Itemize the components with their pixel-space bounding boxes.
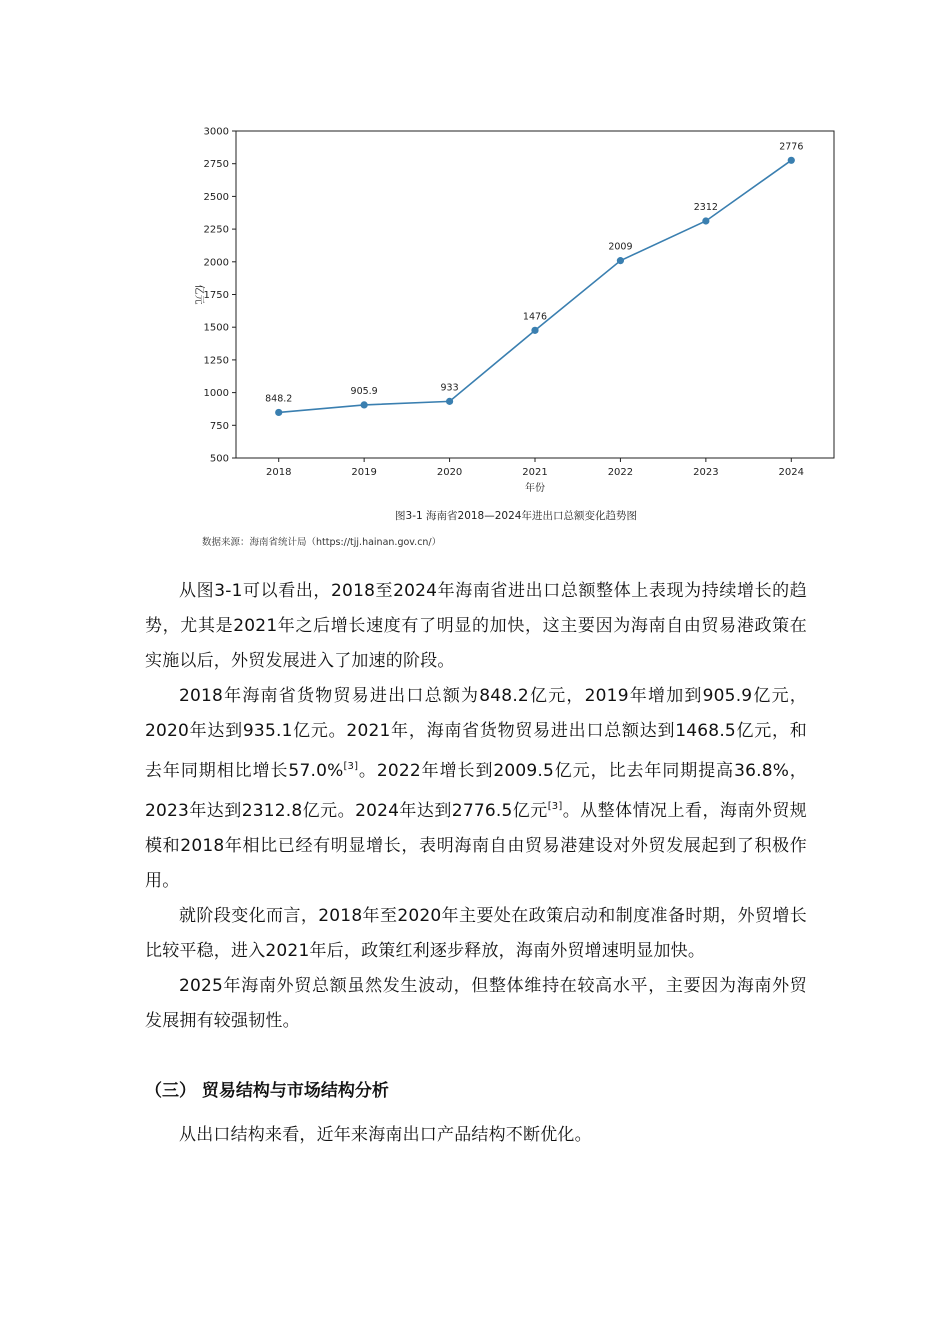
- paragraph-1: 从图3-1可以看出，2018至2024年海南省进出口总额整体上表现为持续增长的趋势，尤其是2021年之后增长速度有了明显的加快，这主要因为海南自由贸易港政策在实施以后，外贸发展进入了加速的阶段。: [145, 581, 807, 671]
- data-point: [446, 398, 453, 405]
- x-axis-label: 年份: [525, 483, 545, 494]
- y-tick-label: 1250: [203, 355, 229, 367]
- data-label: 2776: [779, 141, 804, 153]
- paragraph-2: [145, 679, 807, 899]
- x-tick-label: 2021: [522, 467, 548, 478]
- y-tick-label: 1500: [203, 322, 229, 334]
- data-point: [275, 409, 282, 416]
- body-text: [145, 574, 807, 1039]
- data-point: [617, 257, 624, 264]
- data-label: 905.9: [350, 385, 378, 397]
- paragraph-3: 就阶段变化而言，2018年至2020年主要处在政策启动和制度准备时期，外贸增长比较平稳，进入2021年后，政策红利逐步释放，海南外贸增速明显加快。: [145, 906, 807, 961]
- y-tick-label: 1750: [203, 290, 229, 301]
- line-chart: [190, 118, 842, 498]
- x-tick-label: 2019: [351, 467, 377, 478]
- y-tick-label: 2500: [203, 191, 229, 203]
- x-tick-label: 2020: [436, 467, 463, 478]
- y-tick-label: 2000: [203, 257, 229, 269]
- data-label: 933: [440, 382, 459, 394]
- series-line: [279, 160, 792, 412]
- paragraph-5: 从出口结构来看，近年来海南出口产品结构不断优化。: [179, 1125, 592, 1145]
- data-label: 1476: [522, 311, 548, 323]
- y-tick-label: 1000: [203, 388, 229, 400]
- data-point: [531, 327, 538, 334]
- data-point: [702, 217, 709, 224]
- y-tick-label: 3000: [203, 126, 229, 138]
- y-tick-label: 750: [209, 420, 229, 432]
- data-label: 2009: [608, 241, 633, 253]
- data-point: [788, 157, 795, 164]
- x-tick-label: 2024: [778, 467, 805, 478]
- citation-ref: [3]: [547, 801, 563, 812]
- paragraph-2-part-3: 。从整体情况上看，海南外贸规模和2018年相比已经有明显增长，表明海南自由贸易港建设对外贸发展起到了积极作用。: [145, 801, 807, 891]
- body-text-2: [145, 1118, 807, 1153]
- paragraph-2-part-1: 2018年海南省货物贸易进出口总额为848.2亿元，2019年增加到905.9亿元，2020年达到935.1亿元。2021年，海南省货物贸易进出口总额达到1468.5亿元，和去年同期相比增长57.0%: [145, 686, 807, 781]
- data-point: [361, 401, 368, 408]
- paragraph-4: 2025年海南外贸总额虽然发生波动，但整体维持在较高水平，主要因为海南外贸发展拥有较强韧性。: [145, 976, 807, 1031]
- data-label: 2312: [693, 201, 718, 213]
- figure-caption: 图3-1 海南省2018—2024年进出口总额变化趋势图: [395, 510, 637, 522]
- figure: [190, 118, 842, 558]
- section-heading: （三） 贸易结构与市场结构分析: [145, 1081, 389, 1101]
- figure-source: 数据来源：海南省统计局（https://tjj.hainan.gov.cn/）: [202, 537, 442, 548]
- y-tick-label: 2750: [203, 159, 229, 171]
- data-label: 848.2: [265, 393, 293, 405]
- x-tick-label: 2023: [693, 467, 719, 478]
- x-tick-label: 2022: [607, 467, 634, 478]
- x-tick-label: 2018: [265, 467, 292, 478]
- citation-ref: [3]: [343, 761, 359, 772]
- y-tick-label: 2250: [203, 224, 229, 236]
- y-tick-label: 500: [209, 453, 229, 465]
- y-axis-label: 亿元: [193, 284, 204, 305]
- paragraph-2-part-2: 。2022年增长到2009.5亿元，比去年同期提高36.8%，2023年达到2312.8亿元。2024年达到2776.5亿元: [145, 761, 807, 821]
